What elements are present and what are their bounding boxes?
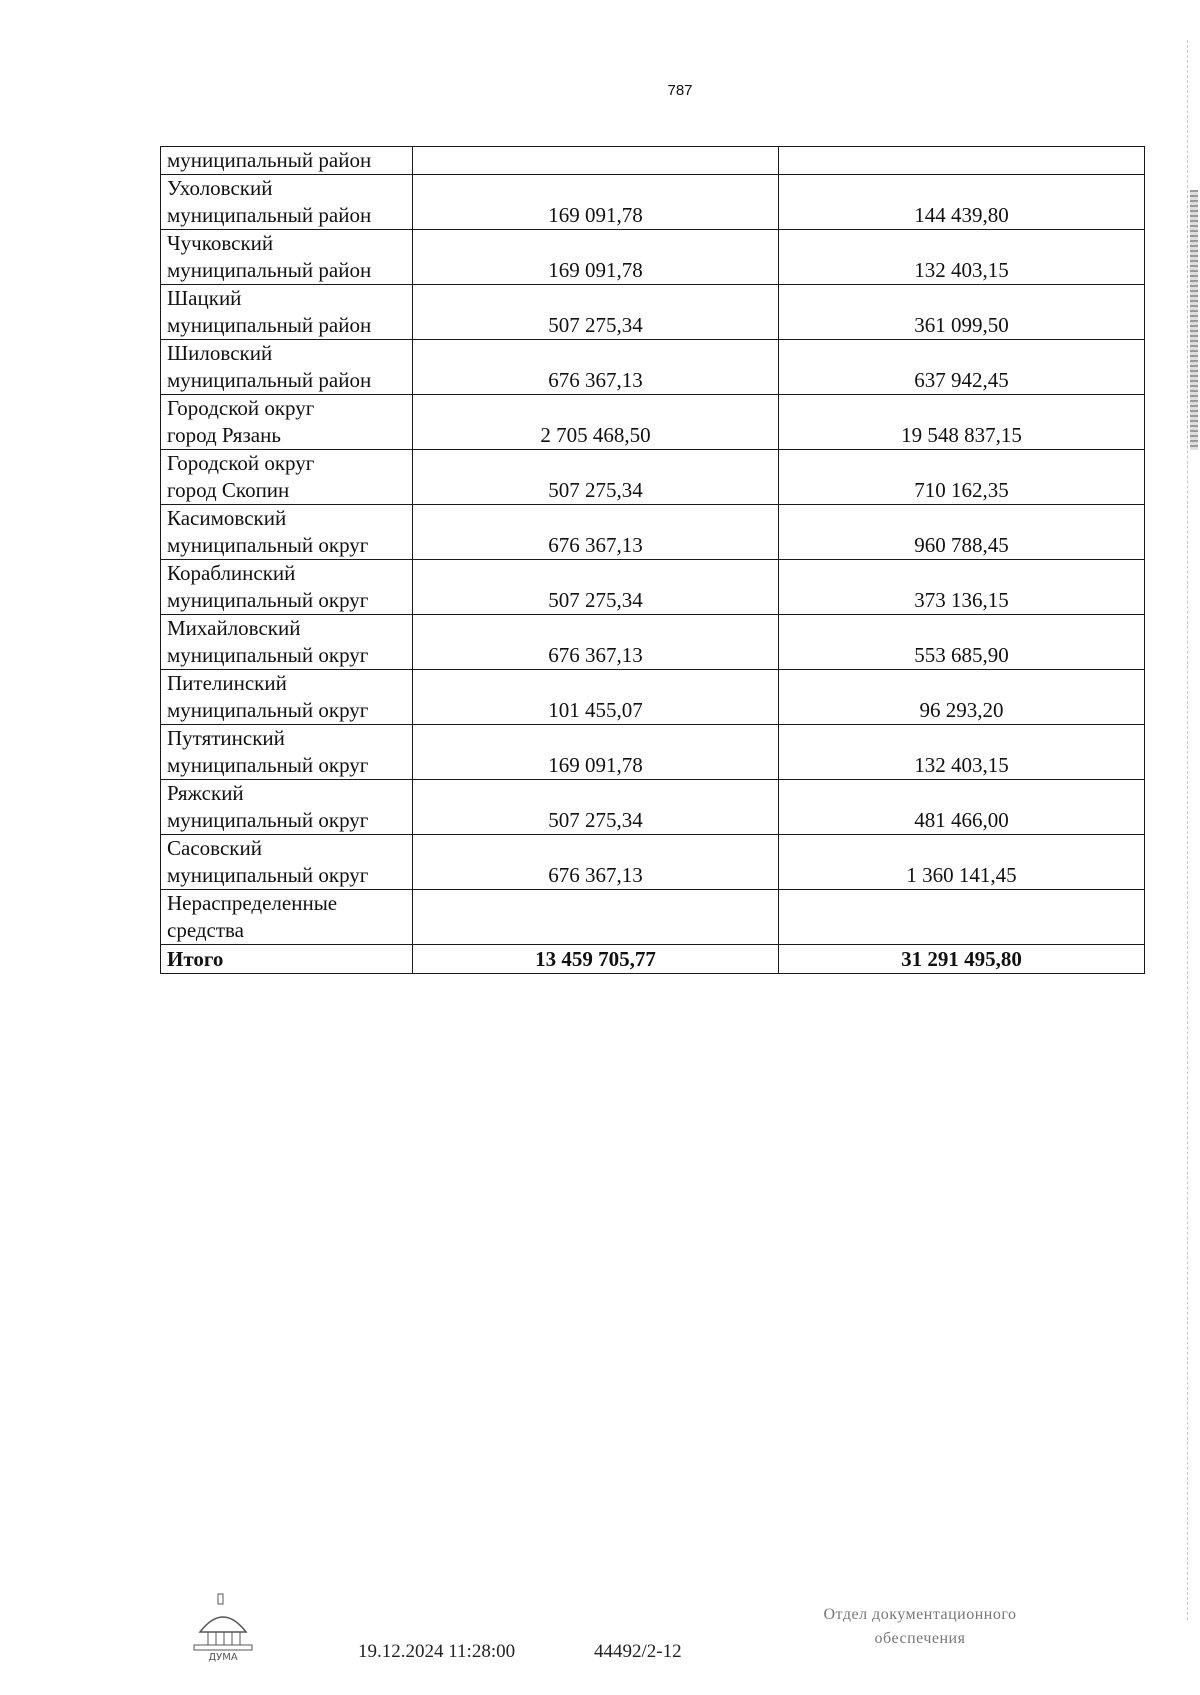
stamp-line-1: Отдел документационного [823,1606,1017,1623]
municipality-name-line: Чучковский [167,231,274,255]
municipality-name-line: муниципальный округ [167,753,369,777]
municipality-name-line: средства [167,918,245,942]
municipality-name-line: Михайловский [167,616,301,640]
value-1-cell: 676 367,13 [413,505,779,560]
total-value-1: 13 459 705,77 [413,945,779,974]
value-1-cell: 169 091,78 [413,175,779,230]
municipality-name-line: Путятинский [167,726,285,750]
value-2-cell [779,147,1145,175]
value-2-cell: 144 439,80 [779,175,1145,230]
footer-datetime: 19.12.2024 11:28:00 [358,1641,516,1662]
municipality-name-line: Пителинский [167,671,287,695]
scan-edge-artifact [1187,40,1200,1620]
municipality-name-line: город Рязань [167,423,281,447]
value-2-cell: 710 162,35 [779,450,1145,505]
municipality-name [161,835,413,890]
municipality-name [161,505,413,560]
value-1-cell [413,147,779,175]
municipality-name-line: муниципальный округ [167,533,369,557]
municipality-name [161,147,413,175]
value-1-cell: 507 275,34 [413,780,779,835]
municipality-name-line: Сасовский [167,836,262,860]
municipality-name-line: Шацкий [167,286,242,310]
budget-table-body [161,147,1145,945]
municipality-name-line: муниципальный район [167,368,372,392]
municipality-name-line: муниципальный район [167,148,372,172]
municipality-name-line: муниципальный округ [167,643,369,667]
value-2-cell [779,890,1145,945]
value-2-cell: 361 099,50 [779,285,1145,340]
table-row [161,560,1145,615]
total-row [161,945,1145,974]
value-2-cell: 960 788,45 [779,505,1145,560]
table-row [161,615,1145,670]
municipality-name-line: Шиловский [167,341,273,365]
table-row [161,340,1145,395]
value-2-cell: 96 293,20 [779,670,1145,725]
value-2-cell: 19 548 837,15 [779,395,1145,450]
municipality-name-line: Ряжский [167,781,244,805]
municipality-name [161,615,413,670]
table-row [161,725,1145,780]
table-row [161,230,1145,285]
logo-text: ДУМА [208,1652,238,1663]
municipality-name-line: Ухоловский [167,176,273,200]
table-row [161,175,1145,230]
value-2-cell: 637 942,45 [779,340,1145,395]
municipality-name-line: муниципальный район [167,313,372,337]
table-row [161,780,1145,835]
municipality-name [161,175,413,230]
value-1-cell: 101 455,07 [413,670,779,725]
municipality-name-line: город Скопин [167,478,290,502]
stamp-line-2: обеспечения [874,1630,966,1647]
municipality-name [161,285,413,340]
value-2-cell: 553 685,90 [779,615,1145,670]
value-2-cell: 132 403,15 [779,230,1145,285]
value-1-cell: 676 367,13 [413,340,779,395]
table-row [161,835,1145,890]
municipality-name [161,890,413,945]
budget-table [160,146,1145,974]
municipality-name [161,560,413,615]
table-row [161,505,1145,560]
municipality-name-line: муниципальный округ [167,588,369,612]
value-2-cell: 481 466,00 [779,780,1145,835]
value-1-cell: 169 091,78 [413,230,779,285]
value-1-cell: 676 367,13 [413,835,779,890]
value-1-cell: 169 091,78 [413,725,779,780]
value-1-cell: 676 367,13 [413,615,779,670]
total-label: Итого [161,945,413,974]
municipality-name-line: Касимовский [167,506,287,530]
table-row [161,670,1145,725]
value-1-cell: 2 705 468,50 [413,395,779,450]
footer-doc-code: 44492/2-12 [594,1641,682,1662]
page-number: 787 [667,82,693,99]
table-row [161,395,1145,450]
municipality-name-line: муниципальный район [167,258,372,282]
municipality-name [161,450,413,505]
value-2-cell: 132 403,15 [779,725,1145,780]
municipality-name-line: муниципальный округ [167,808,369,832]
municipality-name-line: Нераспределенные [167,891,338,915]
municipality-name [161,780,413,835]
municipality-name-line: муниципальный округ [167,698,369,722]
value-2-cell: 1 360 141,45 [779,835,1145,890]
municipality-name-line: муниципальный район [167,203,372,227]
municipality-name [161,670,413,725]
value-1-cell [413,890,779,945]
department-stamp [770,1603,1070,1651]
municipality-name-line: Городской округ [167,451,315,475]
municipality-name-line: Городской округ [167,396,315,420]
table-row [161,147,1145,175]
total-value-2: 31 291 495,80 [779,945,1145,974]
municipality-name [161,340,413,395]
municipality-name-line: муниципальный округ [167,863,369,887]
table-row [161,890,1145,945]
value-1-cell: 507 275,34 [413,560,779,615]
municipality-name-line: Кораблинский [167,561,296,585]
value-1-cell: 507 275,34 [413,285,779,340]
municipality-name [161,230,413,285]
municipality-name [161,395,413,450]
value-1-cell: 507 275,34 [413,450,779,505]
duma-logo [188,1590,258,1665]
value-2-cell: 373 136,15 [779,560,1145,615]
municipality-name [161,725,413,780]
table-row [161,450,1145,505]
table-row [161,285,1145,340]
